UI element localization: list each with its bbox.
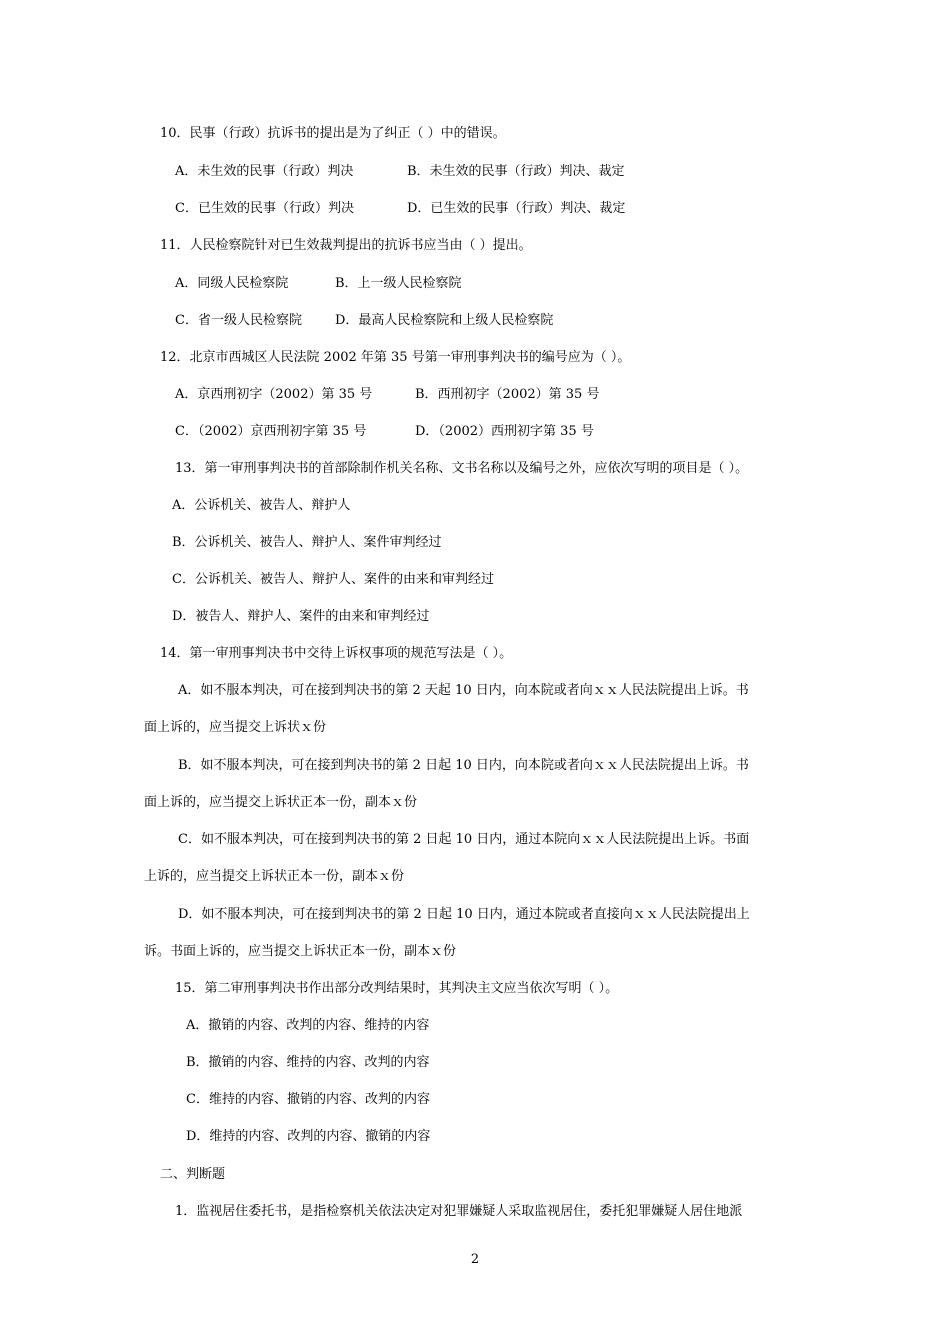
question-14-option-c-line1: C．如不服本判决，可在接到判决书的第 2 日起 10 日内，通过本院向ｘｘ人民法院提出上诉。书面 xyxy=(178,832,750,847)
question-15-stem: 15．第二审刑事判决书作出部分改判结果时，其判决主文应当依次写明（ ）。 xyxy=(175,981,619,996)
question-14-option-b-line2: 面上诉的，应当提交上诉状正本一份，副本ｘ份 xyxy=(144,795,418,810)
question-11-option-d: D．最高人民检察院和上级人民检察院 xyxy=(335,313,554,328)
question-12-option-a: A．京西刑初字（2002）第 35 号 xyxy=(175,387,373,402)
question-14-option-b-line1: B．如不服本判决，可在接到判决书的第 2 日起 10 日内，向本院或者向ｘｘ人民法院提出上诉。书 xyxy=(178,758,749,773)
question-11-option-b: B．上一级人民检察院 xyxy=(335,276,462,291)
question-11-option-c: C．省一级人民检察院 xyxy=(175,313,302,328)
question-14-stem: 14．第一审刑事判决书中交待上诉权事项的规范写法是（ ）。 xyxy=(160,646,513,661)
question-10-option-a: A．未生效的民事（行政）判决 xyxy=(175,164,354,179)
question-14-option-c-line2: 上诉的，应当提交上诉状正本一份，副本ｘ份 xyxy=(144,869,405,884)
question-12-option-d: D．（2002）西刑初字第 35 号 xyxy=(415,424,594,439)
section-heading-true-false: 二、判断题 xyxy=(160,1167,226,1182)
question-10-option-b: B．未生效的民事（行政）判决、裁定 xyxy=(407,164,625,179)
question-12-option-c: C．（2002）京西刑初字第 35 号 xyxy=(175,424,367,439)
question-14-option-a-line1: A．如不服本判决，可在接到判决书的第 2 天起 10 日内，向本院或者向ｘｘ人民法院提出上诉。书 xyxy=(178,683,749,698)
true-false-item-1: 1．监视居住委托书，是指检察机关依法决定对犯罪嫌疑人采取监视居住，委托犯罪嫌疑人居住地派 xyxy=(175,1204,743,1219)
question-15-option-d: D．维持的内容、改判的内容、撤销的内容 xyxy=(186,1129,431,1144)
question-13-stem: 13．第一审刑事判决书的首部除制作机关名称、文书名称以及编号之外，应依次写明的项目是（ ）。 xyxy=(175,461,749,476)
question-12-option-b: B．西刑初字（2002）第 35 号 xyxy=(415,387,600,402)
question-11-stem: 11．人民检察院针对已生效裁判提出的抗诉书应当由（ ）提出。 xyxy=(160,238,532,253)
question-14-option-a-line2: 面上诉的，应当提交上诉状ｘ份 xyxy=(144,720,327,735)
question-13-option-a: A．公诉机关、被告人、辩护人 xyxy=(172,498,351,513)
question-14-option-d-line1: D．如不服本判决，可在接到判决书的第 2 日起 10 日内，通过本院或者直接向ｘｘ人民法院提出上 xyxy=(178,907,750,922)
question-14-option-d-line2: 诉。书面上诉的，应当提交上诉状正本一份，副本ｘ份 xyxy=(144,944,457,959)
question-15-option-a: A．撤销的内容、改判的内容、维持的内容 xyxy=(186,1018,430,1033)
question-12-stem: 12．北京市西城区人民法院 2002 年第 35 号第一审刑事判决书的编号应为（ ）。 xyxy=(160,350,631,365)
question-13-option-d: D．被告人、辩护人、案件的由来和审判经过 xyxy=(172,609,430,624)
question-10-option-c: C．已生效的民事（行政）判决 xyxy=(175,201,354,216)
page-number: 2 xyxy=(470,1252,480,1267)
question-13-option-c: C．公诉机关、被告人、辩护人、案件的由来和审判经过 xyxy=(172,572,494,587)
question-15-option-b: B．撤销的内容、维持的内容、改判的内容 xyxy=(186,1055,430,1070)
question-13-option-b: B．公诉机关、被告人、辩护人、案件审判经过 xyxy=(172,535,442,550)
question-10-option-d: D．已生效的民事（行政）判决、裁定 xyxy=(407,201,626,216)
question-11-option-a: A．同级人民检察院 xyxy=(175,276,289,291)
question-15-option-c: C．维持的内容、撤销的内容、改判的内容 xyxy=(186,1092,430,1107)
question-10-stem: 10．民事（行政）抗诉书的提出是为了纠正（ ）中的错误。 xyxy=(160,126,506,141)
